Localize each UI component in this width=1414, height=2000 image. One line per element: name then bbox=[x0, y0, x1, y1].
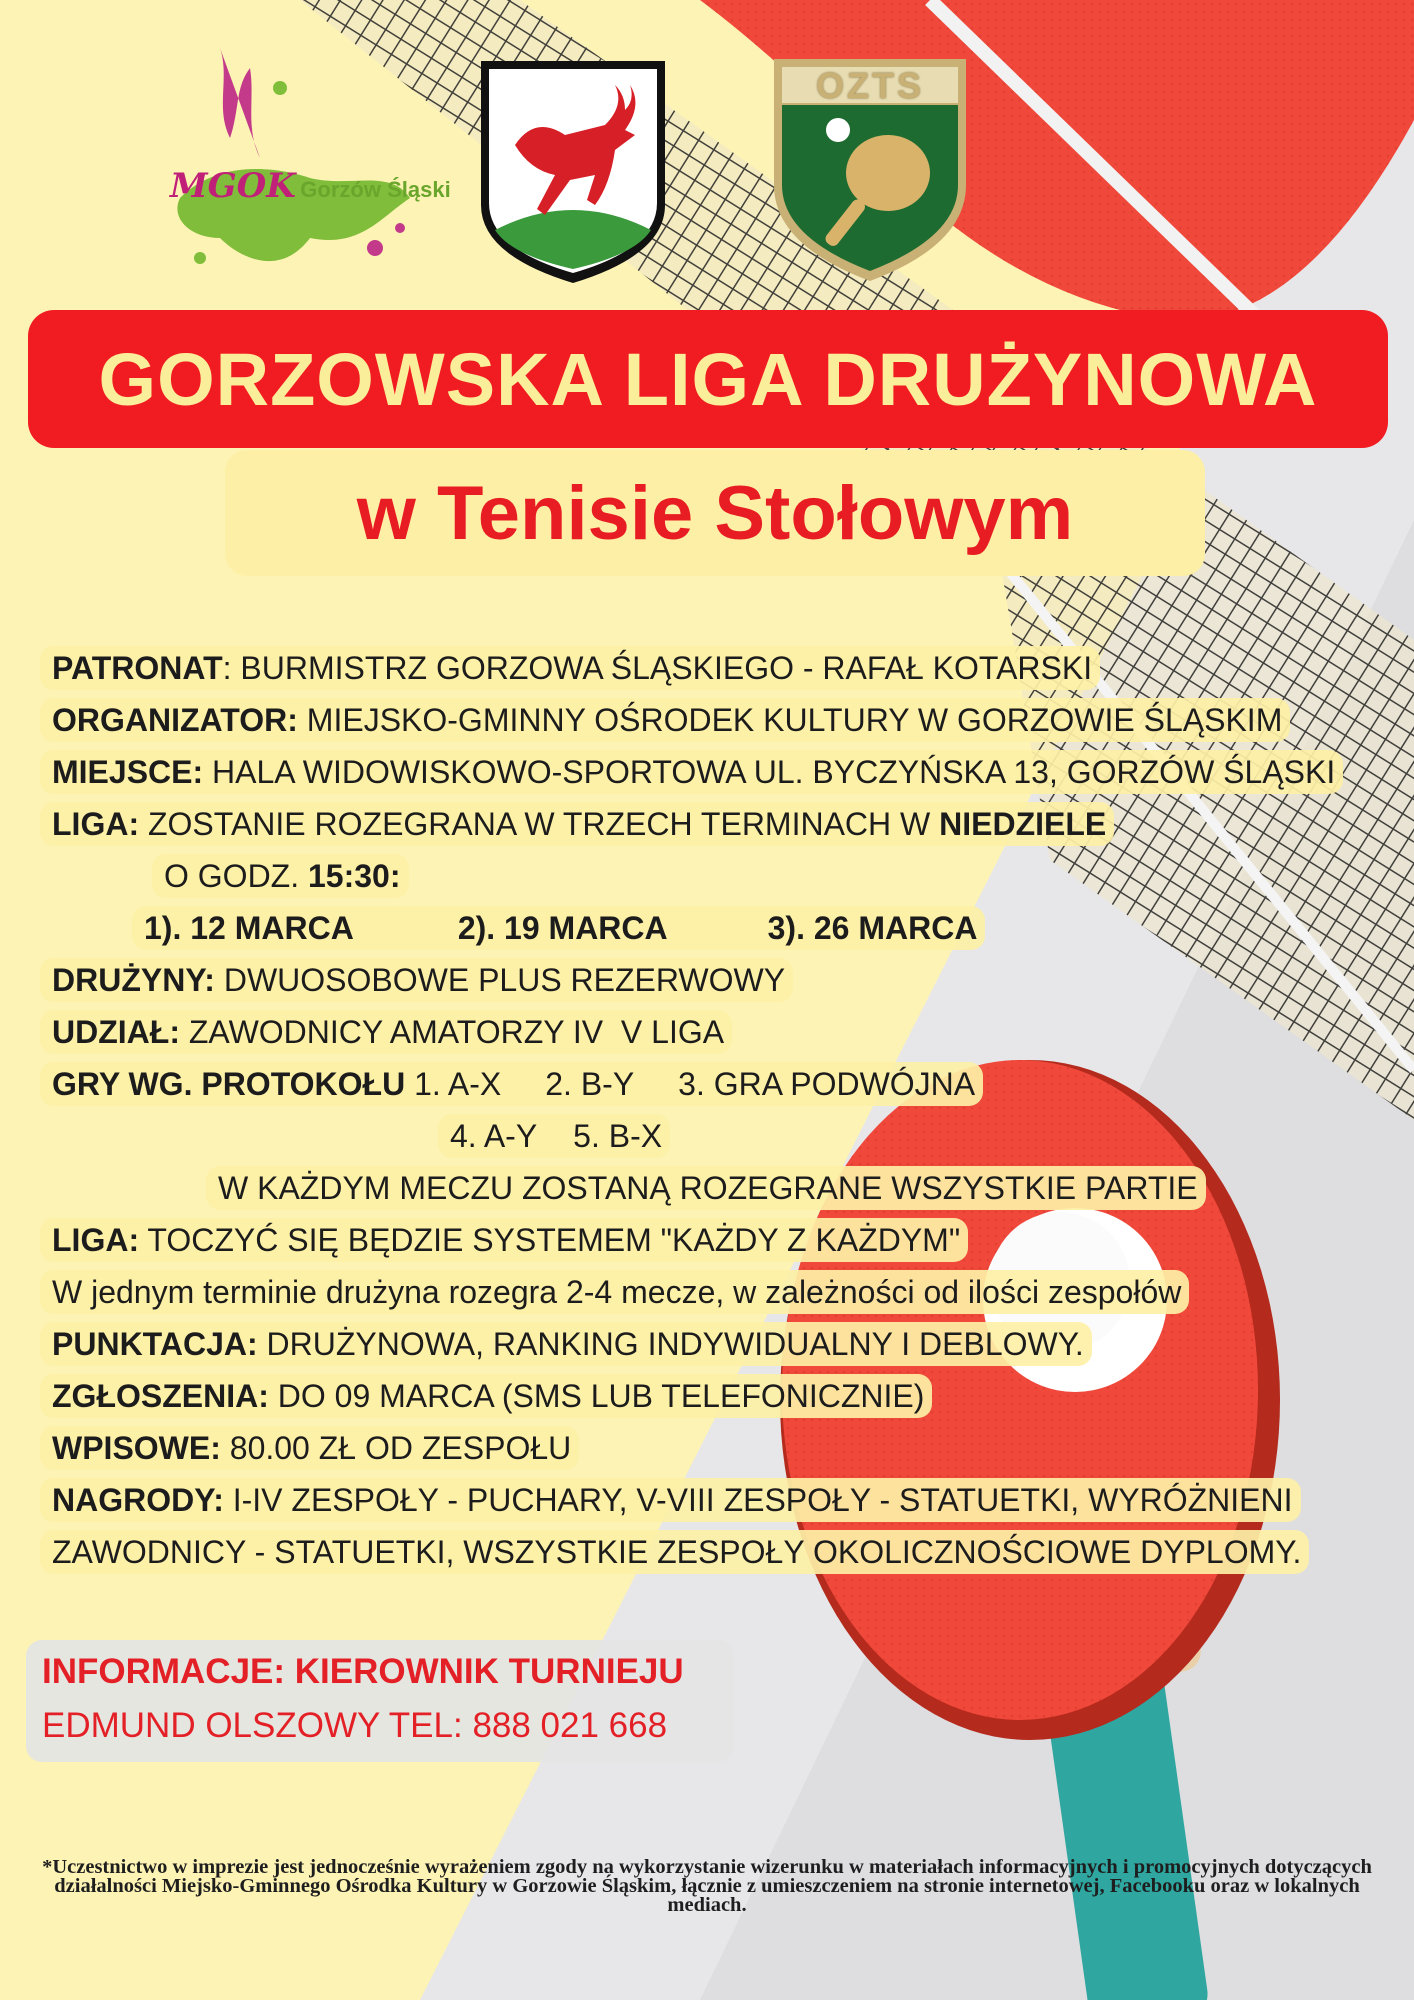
miejsce-label: MIEJSCE: bbox=[52, 754, 204, 790]
contact-info-box bbox=[26, 1640, 734, 1762]
druzyny-value: DWUOSOBOWE PLUS REZERWOWY bbox=[214, 962, 786, 998]
ozts-text: OZTS bbox=[816, 65, 924, 106]
date-3: 3). 26 MARCA bbox=[767, 910, 978, 946]
liga-label: LIGA: bbox=[52, 806, 140, 842]
organizator-value: MIEJSKO-GMINNY OŚRODEK KULTURY W GORZOWIE ŚLĄSKIM bbox=[297, 702, 1283, 738]
page-title: GORZOWSKA LIGA DRUŻYNOWA bbox=[98, 337, 1318, 421]
liga-emph: NIEDZIELE bbox=[939, 806, 1107, 842]
mgok-logo bbox=[160, 48, 451, 288]
mgok-text: Gorzów Śląski bbox=[300, 177, 451, 202]
gry-line-2 bbox=[52, 1110, 1392, 1162]
page-subtitle: w Tenisie Stołowym bbox=[356, 470, 1074, 556]
gry-item-2: 2. B-Y bbox=[545, 1066, 635, 1102]
all-games-line bbox=[52, 1162, 1392, 1214]
nagrody-label: NAGRODY: bbox=[52, 1482, 224, 1518]
deer-crest-icon bbox=[475, 55, 671, 287]
mgok-brand: MGOK bbox=[170, 166, 296, 206]
wpisowe-line bbox=[52, 1422, 1392, 1474]
nagrody-line-1 bbox=[52, 1474, 1392, 1526]
ozts-logo bbox=[770, 55, 970, 285]
time-line bbox=[52, 850, 1392, 902]
organizator-label: ORGANIZATOR: bbox=[52, 702, 298, 738]
term-note-line bbox=[52, 1266, 1392, 1318]
miejsce-line bbox=[52, 746, 1392, 798]
patronat-line bbox=[52, 642, 1392, 694]
gry-label: GRY WG. PROTOKOŁU bbox=[52, 1066, 406, 1102]
all-games-text: W KAŻDYM MECZU ZOSTANĄ ROZEGRANE WSZYSTKIE PARTIE bbox=[206, 1166, 1206, 1210]
time-value: 15:30: bbox=[308, 858, 401, 894]
event-details bbox=[52, 642, 1392, 1578]
miejsce-value: HALA WIDOWISKOWO-SPORTOWA UL. BYCZYŃSKA 13, GORZÓW ŚLĄSKI bbox=[203, 754, 1336, 790]
zgloszenia-line bbox=[52, 1370, 1392, 1422]
liga2-value: TOCZYĆ SIĘ BĘDZIE SYSTEMEM "KAŻDY Z KAŻDYM" bbox=[139, 1222, 961, 1258]
druzyny-label: DRUŻYNY: bbox=[52, 962, 215, 998]
nagrody-value-2: ZAWODNICY - STATUETKI, WSZYSTKIE ZESPOŁY OKOLICZNOŚCIOWE DYPLOMY. bbox=[40, 1530, 1309, 1574]
gry-item-5: 5. B-X bbox=[573, 1118, 663, 1154]
nagrody-value: I-IV ZESPOŁY - PUCHARY, V-VIII ZESPOŁY - STATUETKI, WYRÓŻNIENI bbox=[223, 1482, 1293, 1518]
time-prefix: O GODZ. bbox=[164, 858, 308, 894]
dates-line bbox=[52, 902, 1392, 954]
liga-line bbox=[52, 798, 1392, 850]
subtitle-banner bbox=[225, 450, 1205, 576]
organizator-line bbox=[52, 694, 1392, 746]
nagrody-line-2 bbox=[52, 1526, 1392, 1578]
info-heading: INFORMACJE: KIEROWNIK TURNIEJU bbox=[42, 1652, 684, 1691]
liga-value: ZOSTANIE ROZEGRANA W TRZECH TERMINACH W bbox=[139, 806, 940, 842]
liga2-line bbox=[52, 1214, 1392, 1266]
udzial-line bbox=[52, 1006, 1392, 1058]
liga2-label: LIGA: bbox=[52, 1222, 140, 1258]
punktacja-value: DRUŻYNOWA, RANKING INDYWIDUALNY I DEBLOWY. bbox=[257, 1326, 1084, 1362]
gry-line-1 bbox=[52, 1058, 1392, 1110]
info-contact: EDMUND OLSZOWY TEL: 888 021 668 bbox=[42, 1706, 668, 1745]
udzial-label: UDZIAŁ: bbox=[52, 1014, 180, 1050]
gry-item-3: 3. GRA PODWÓJNA bbox=[678, 1066, 976, 1102]
udzial-value: ZAWODNICY AMATORZY IV V LIGA bbox=[179, 1014, 725, 1050]
gry-item-1: 1. A-X bbox=[414, 1066, 502, 1102]
gry-item-4: 4. A-Y bbox=[450, 1118, 538, 1154]
punktacja-line bbox=[52, 1318, 1392, 1370]
title-banner bbox=[28, 310, 1388, 448]
wpisowe-label: WPISOWE: bbox=[52, 1430, 221, 1466]
punktacja-label: PUNKTACJA: bbox=[52, 1326, 258, 1362]
term-note-text: W jednym terminie drużyna rozegra 2-4 mecze, w zależności od ilości zespołów bbox=[40, 1270, 1189, 1314]
druzyny-line bbox=[52, 954, 1392, 1006]
wpisowe-value: 80.00 ZŁ OD ZESPOŁU bbox=[220, 1430, 572, 1466]
patronat-value: : BURMISTRZ GORZOWA ŚLĄSKIEGO - RAFAŁ KOTARSKI bbox=[222, 650, 1093, 686]
zgloszenia-value: DO 09 MARCA (SMS LUB TELEFONICZNIE) bbox=[268, 1378, 925, 1414]
date-1: 1). 12 MARCA bbox=[144, 910, 354, 946]
patronat-label: PATRONAT bbox=[52, 650, 223, 686]
date-2: 2). 19 MARCA bbox=[457, 910, 668, 946]
consent-footnote: *Uczestnictwo w imprezie jest jednocześnie wyrażeniem zgody na wykorzystanie wizerunku w materiałach informacyjnych i promocyjnych dotyczących działalności Miejsko-Gminnego Ośrodka Kultury w Gorzowie Śląskim, łącznie z umieszczeniem na stronie internetowej, Facebooku oraz w lokalnych mediach. bbox=[42, 1856, 1372, 1916]
zgloszenia-label: ZGŁOSZENIA: bbox=[52, 1378, 269, 1414]
